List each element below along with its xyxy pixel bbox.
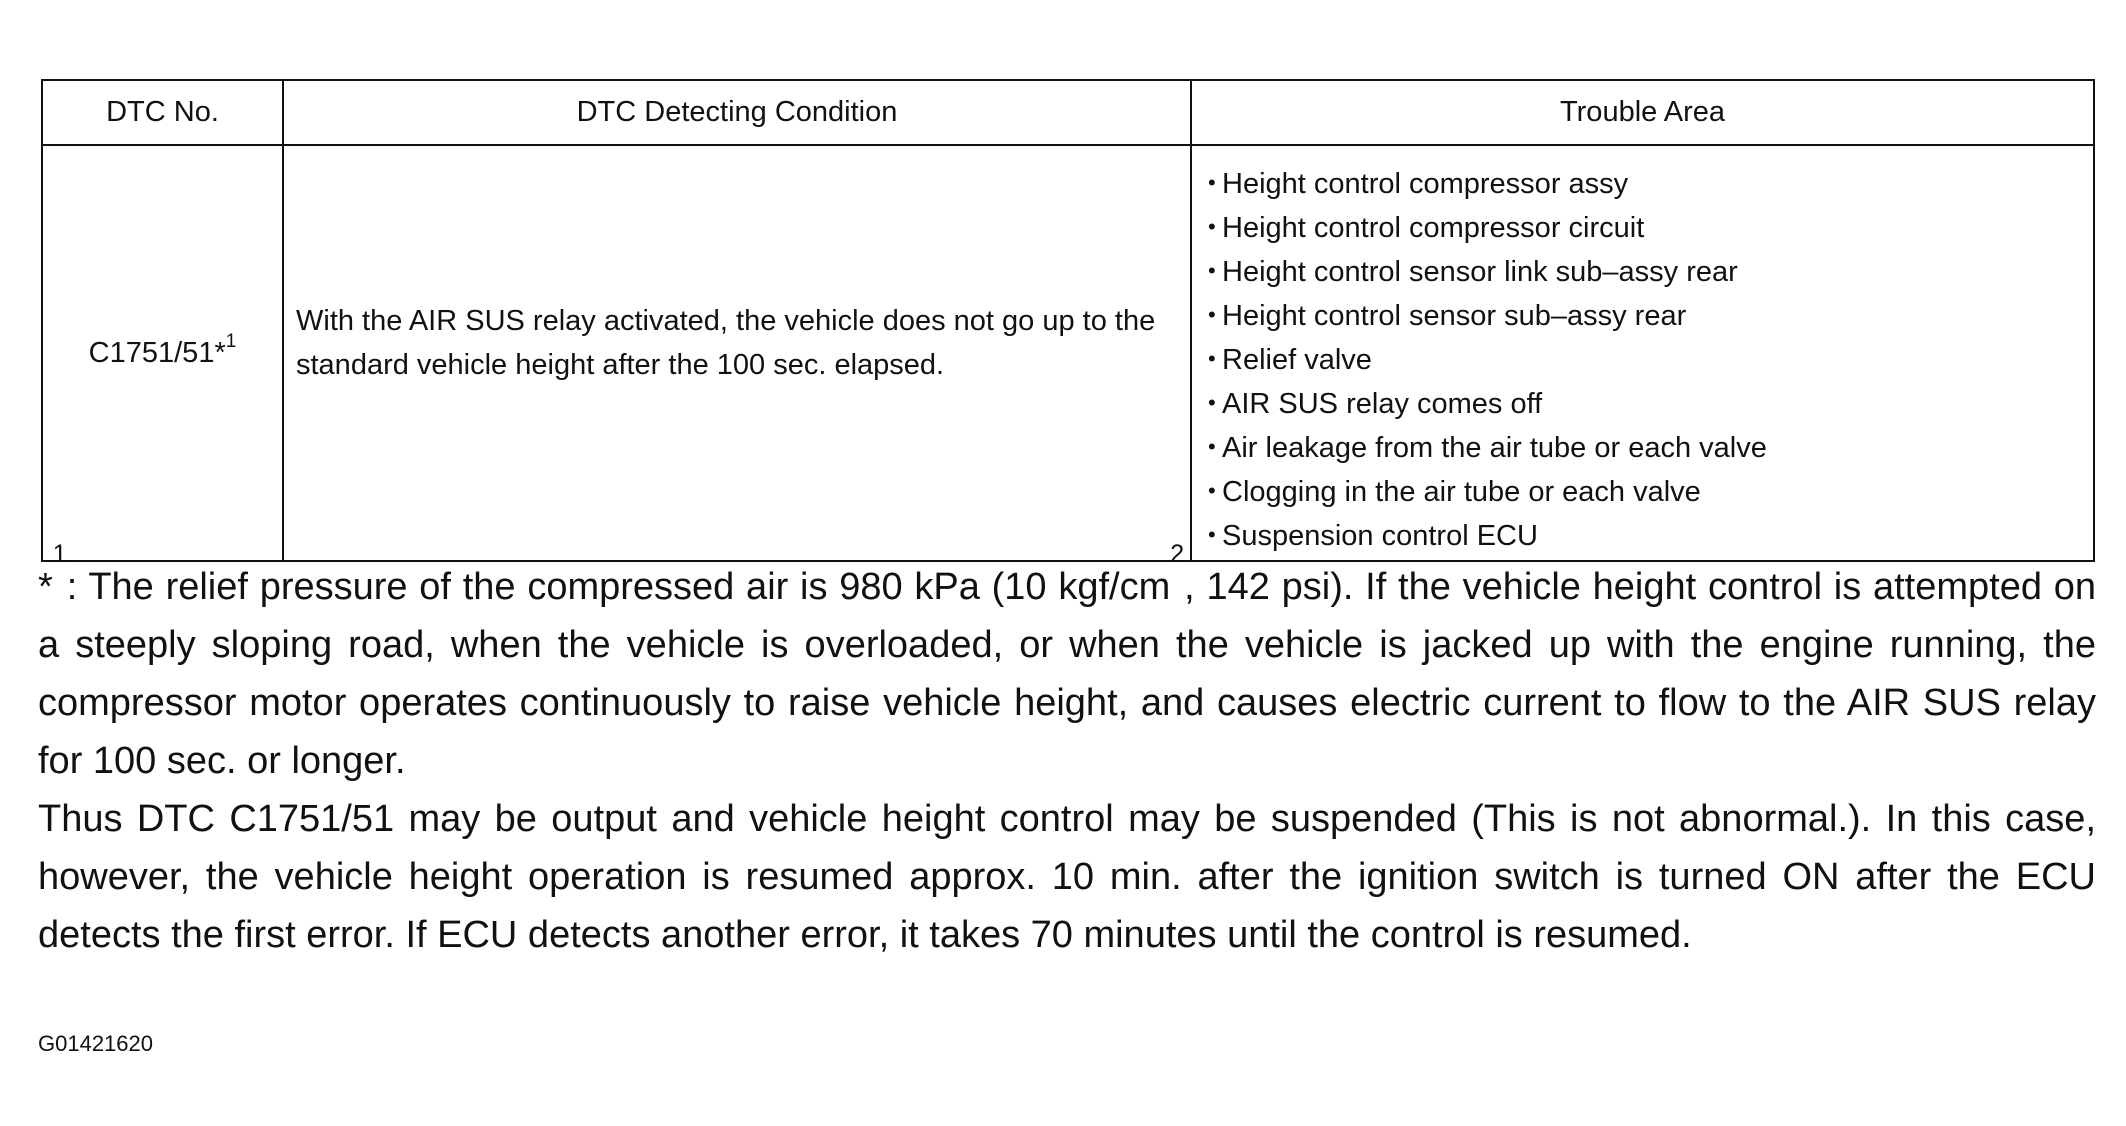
trouble-area-label: Relief valve xyxy=(1222,344,1372,376)
trouble-area-list xyxy=(1208,162,2085,558)
detecting-condition-cell xyxy=(283,145,1191,561)
bullet-icon: • xyxy=(1208,434,1216,459)
trouble-area-label: AIR SUS relay comes off xyxy=(1222,388,1543,420)
trouble-area-item xyxy=(1208,426,2085,470)
bullet-icon: • xyxy=(1208,346,1216,371)
unit-superscript: 2 xyxy=(1170,540,1185,568)
trouble-area-item xyxy=(1208,162,2085,206)
trouble-area-label: Clogging in the air tube or each valve xyxy=(1222,476,1701,508)
detecting-condition-text: With the AIR SUS relay activated, the vehicle does not go up to the standard vehicle height after the 100 sec. elapsed. xyxy=(296,305,1156,381)
dtc-table xyxy=(41,79,2095,562)
footnote-paragraph-1 xyxy=(38,540,2096,790)
trouble-area-label: Air leakage from the air tube or each valve xyxy=(1222,432,1767,464)
dtc-code-cell xyxy=(42,145,283,561)
dtc-code: C1751/51* xyxy=(88,336,226,369)
header-trouble-area: Trouble Area xyxy=(1191,80,2094,145)
trouble-area-label: Height control sensor sub–assy rear xyxy=(1222,300,1687,332)
bullet-icon: • xyxy=(1208,170,1216,195)
bullet-icon: • xyxy=(1208,214,1216,239)
bullet-icon: • xyxy=(1208,258,1216,283)
bullet-icon: • xyxy=(1208,302,1216,327)
table-row xyxy=(42,145,2094,561)
trouble-area-label: Suspension control ECU xyxy=(1222,520,1538,552)
bullet-icon: • xyxy=(1208,390,1216,415)
bullet-icon: • xyxy=(1208,478,1216,503)
trouble-area-item xyxy=(1208,338,2085,382)
figure-id: G01421620 xyxy=(38,1031,153,1056)
trouble-area-item xyxy=(1208,514,2085,558)
trouble-area-cell xyxy=(1191,145,2094,561)
trouble-area-item xyxy=(1208,206,2085,250)
dtc-code-footnote-ref: 1 xyxy=(225,330,237,352)
table-header-row xyxy=(42,80,2094,145)
trouble-area-label: Height control compressor assy xyxy=(1222,168,1629,200)
footnote-block xyxy=(38,540,2096,964)
bullet-icon: • xyxy=(1208,522,1216,547)
header-dtc-no: DTC No. xyxy=(42,80,283,145)
footnote-marker: * xyxy=(38,566,53,608)
header-detecting-condition: DTC Detecting Condition xyxy=(283,80,1191,145)
trouble-area-item xyxy=(1208,470,2085,514)
trouble-area-label: Height control compressor circuit xyxy=(1222,212,1645,244)
footnote-paragraph-2: Thus DTC C1751/51 may be output and vehicle height control may be suspended (This is not abnormal.). In this case, however, the vehicle height operation is resumed approx. 10 min. after the ignition switch is turned ON after the ECU detects the first error. If ECU detects another error, it takes 70 minutes until the control is resumed. xyxy=(38,798,2096,956)
trouble-area-label: Height control sensor link sub–assy rear xyxy=(1222,256,1738,288)
trouble-area-item xyxy=(1208,294,2085,338)
footnote-text-part-2: , 142 psi). If the vehicle height control is attempted on a steeply sloping road, when the vehicle is overloaded, or when the vehicle is jacked up with the engine running, the compressor motor operates continuously to raise vehicle height, and causes electric current to flow to the AIR SUS relay for 100 sec. or longer. xyxy=(38,566,2096,782)
trouble-area-item xyxy=(1208,250,2085,294)
footnote-marker-number: 1 xyxy=(52,540,67,568)
footnote-text-part-1: : The relief pressure of the compressed air is 980 kPa (10 kgf/cm xyxy=(66,566,1171,608)
trouble-area-item xyxy=(1208,382,2085,426)
